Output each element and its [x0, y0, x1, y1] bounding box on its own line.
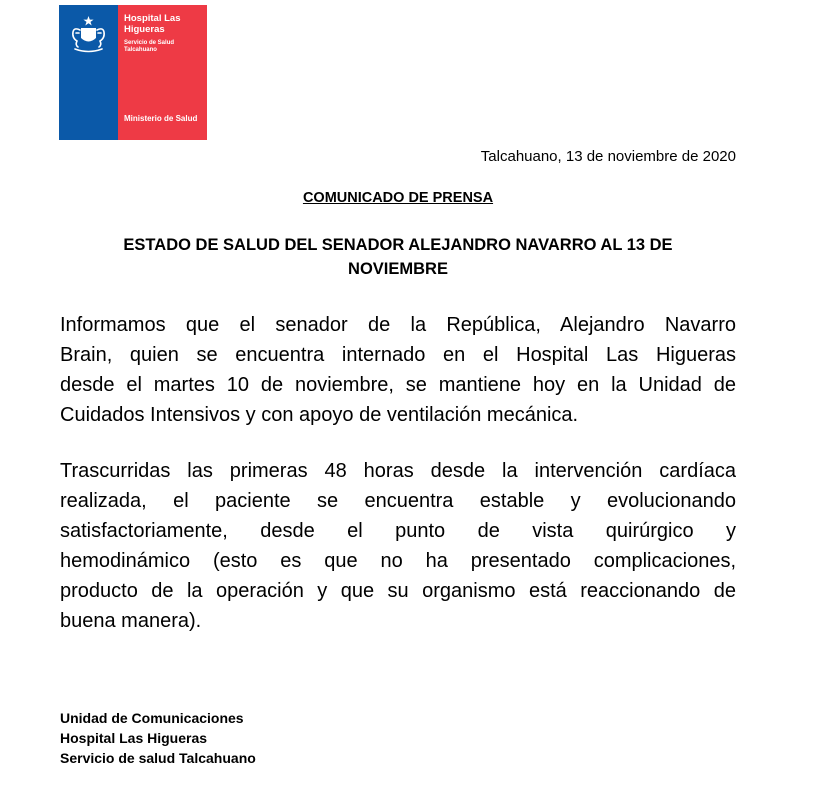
- signature-line-service: Servicio de salud Talcahuano: [60, 750, 256, 766]
- logo-servicio-name: Servicio de Salud Talcahuano: [124, 40, 175, 53]
- date-line: Talcahuano, 13 de noviembre de 2020: [480, 148, 736, 165]
- signature-block: [60, 708, 256, 768]
- logo-blue-panel: [59, 5, 118, 140]
- chile-coat-of-arms-icon: [66, 11, 111, 56]
- logo-hospital-name: Hospital Las Higueras: [124, 13, 181, 35]
- paragraph-line: Brain, quien se encuentra internado en el Hospital Las Higueras: [60, 344, 736, 366]
- paragraph-line: Trascurridas las primeras 48 horas desde la intervención cardíaca: [60, 460, 736, 482]
- signature-line-hospital: Hospital Las Higueras: [60, 730, 208, 746]
- paragraph-line: desde el martes 10 de noviembre, se mantiene hoy en la Unidad de: [60, 374, 736, 396]
- paragraph-line: Cuidados Intensivos y con apoyo de ventilación mecánica.: [60, 404, 579, 426]
- paragraph-line: buena manera).: [60, 610, 202, 632]
- logo-red-panel: [118, 5, 207, 140]
- headline: ESTADO DE SALUD DEL SENADOR ALEJANDRO NAVARRO AL 13 DE NOVIEMBRE: [123, 236, 673, 278]
- paragraph-line: hemodinámico (esto es que no ha presentado complicaciones,: [60, 550, 736, 572]
- paragraph-line: realizada, el paciente se encuentra estable y evolucionando: [60, 490, 736, 512]
- institution-logo: [59, 5, 207, 140]
- paragraph-line: satisfactoriamente, desde el punto de vista quirúrgico y: [60, 520, 736, 542]
- logo-ministerio-name: Ministerio de Salud: [124, 114, 198, 123]
- document-kind: COMUNICADO DE PRENSA: [302, 190, 494, 206]
- body-paragraph-2: [60, 456, 736, 636]
- paragraph-line: producto de la operación y que su organismo está reaccionando de: [60, 580, 736, 602]
- body-paragraph-1: [60, 310, 736, 430]
- paragraph-line: Informamos que el senador de la República, Alejandro Navarro: [60, 314, 736, 336]
- signature-line-unit: Unidad de Comunicaciones: [60, 710, 244, 726]
